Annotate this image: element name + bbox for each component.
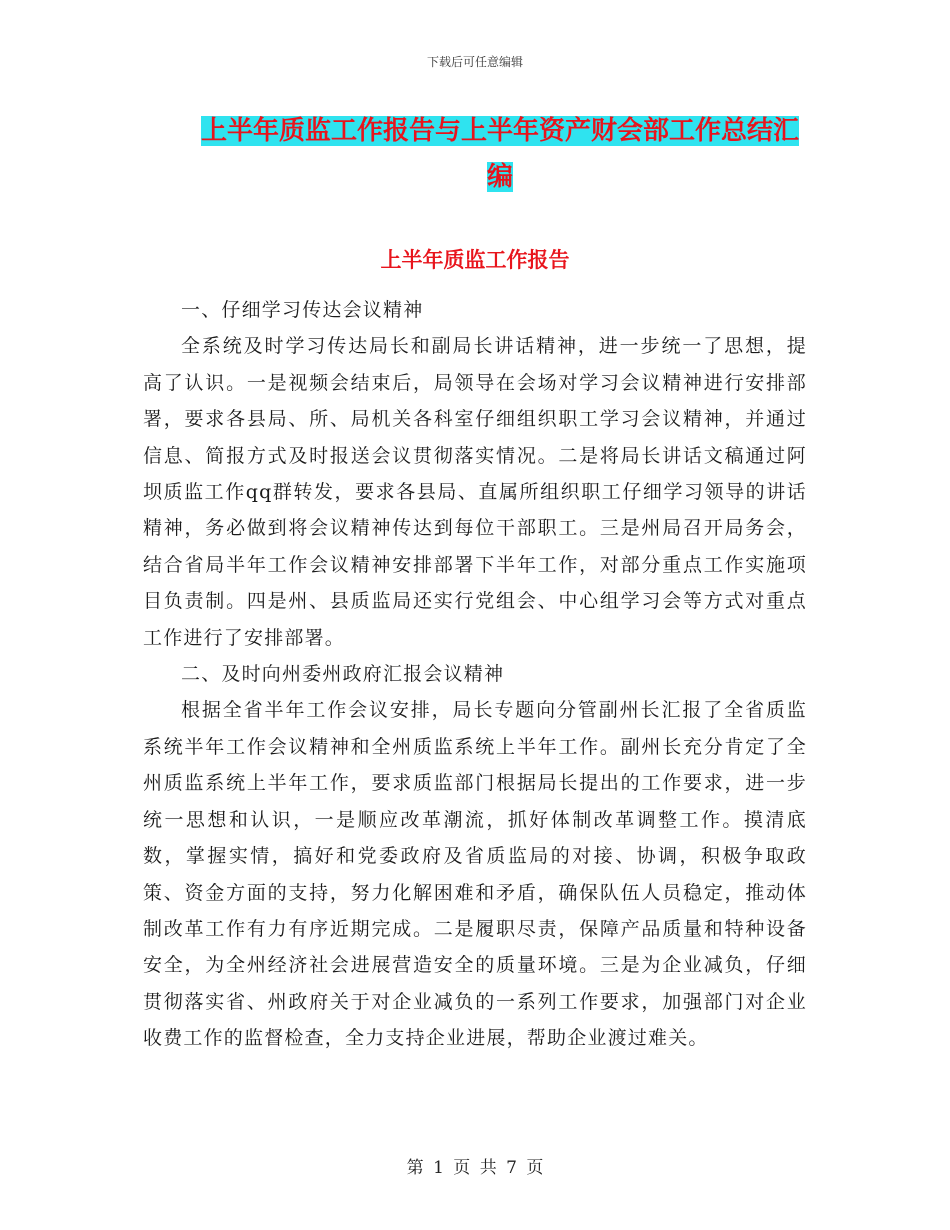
paragraph-2: 根据全省半年工作会议安排，局长专题向分管副州长汇报了全省质监系统半年工作会议精神和全州质监系统上半年工作。副州长充分肯定了全州质监系统上半年工作，要求质监部门根据局长提出的工作要求，进一步统一思想和认识，一是顺应改革潮流，抓好体制改革调整工作。摸清底数，掌握实情，搞好和党委政府及省质监局的对接、协调，积极争取政策、资金方面的支持，努力化解困难和矛盾，确保队伍人员稳定，推动体制改革工作有力有序近期完成。二是履职尽责，保障产品质量和特种设备安全，为全州经济社会进展营造安全的质量环境。三是为企业减负，仔细贯彻落实省、州政府关于对企业减负的一系列工作要求，加强部门对企业收费工作的监督检查，全力支持企业进展，帮助企业渡过难关。 [143, 699, 807, 1050]
header-note: 下载后可任意编辑 [426, 55, 523, 69]
document-title-line-1: 上半年质监工作报告与上半年资产财会部工作总结汇 [200, 116, 799, 146]
section-title: 上半年质监工作报告 [380, 248, 570, 272]
document-title-line-2: 编 [486, 162, 513, 192]
heading-1: 一、仔细学习传达会议精神 [181, 299, 424, 321]
document-title [190, 108, 810, 200]
document-body [143, 292, 807, 1057]
heading-2: 二、及时向州委州政府汇报会议精神 [181, 663, 505, 686]
paragraph-1: 全系统及时学习传达局长和副局长讲话精神，进一步统一了思想，提高了认识。一是视频会结束后，局领导在会场对学习会议精神进行安排部署，要求各县局、所、局机关各科室仔细组织职工学习会议精神，并通过信息、简报方式及时报送会议贯彻落实情况。二是将局长讲话文稿通过阿坝质监工作qq群转发，要求各县局、直属所组织职工仔细学习领导的讲话精神，务必做到将会议精神传达到每位干部职工。三是州局召开局务会，结合省局半年工作会议精神安排部署下半年工作，对部分重点工作实施项目负责制。四是州、县质监局还实行党组会、中心组学习会等方式对重点工作进行了安排部署。 [143, 335, 807, 649]
page-footer: 第 1 页 共 7 页 [406, 1158, 544, 1178]
